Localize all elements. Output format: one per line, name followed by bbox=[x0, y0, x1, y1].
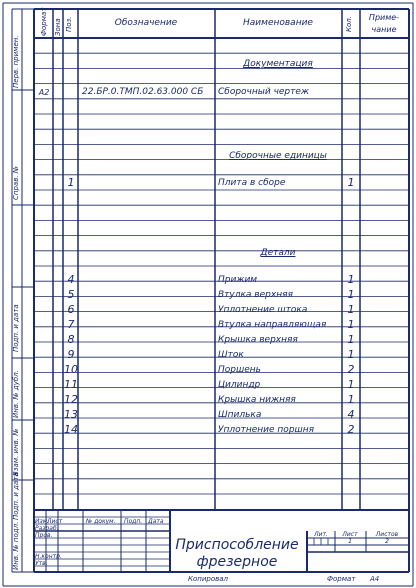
tb-title-line1: Приспособление bbox=[175, 537, 299, 553]
row-qty: 1 bbox=[347, 176, 355, 189]
tb-norm-control: Н.контр. bbox=[35, 553, 62, 560]
row-pos: 6 bbox=[67, 303, 75, 316]
row-pos: 5 bbox=[67, 288, 75, 301]
row-name: Шпилька bbox=[218, 410, 262, 420]
row-format: A2 bbox=[38, 88, 50, 97]
tb-checked: Пров. bbox=[35, 532, 53, 539]
row-name: Крышка нижняя bbox=[218, 395, 296, 405]
side-sign-date-2: Подп. и дата bbox=[12, 472, 20, 520]
tb-approved: Утв. bbox=[35, 560, 48, 567]
tb-sheet-label: Лист bbox=[342, 531, 358, 538]
tb-sheet-value: 1 bbox=[348, 538, 352, 545]
row-pos: 12 bbox=[64, 393, 78, 406]
tb-sign: Подп. bbox=[124, 518, 143, 525]
header-name: Наименование bbox=[243, 18, 313, 28]
row-name: Цилиндр bbox=[218, 380, 261, 390]
header-qty: Кол. bbox=[345, 16, 353, 32]
footer-copied: Копировал bbox=[188, 575, 228, 583]
row-qty: 1 bbox=[347, 333, 355, 346]
side-replace-inv: Взам. инв. № bbox=[12, 428, 20, 476]
row-qty: 2 bbox=[347, 423, 355, 436]
row-qty: 1 bbox=[347, 318, 355, 331]
row-qty: 1 bbox=[347, 303, 355, 316]
footer-format: Формат bbox=[327, 575, 356, 583]
header-designation: Обозначение bbox=[114, 18, 178, 28]
row-name: Уплотнение поршня bbox=[218, 425, 315, 435]
row-pos: 9 bbox=[67, 348, 75, 361]
row-pos: 1 bbox=[67, 176, 75, 189]
tb-date: Дата bbox=[148, 518, 164, 525]
tb-developed: Разраб. bbox=[35, 525, 59, 532]
side-sign-date-1: Подп. и дата bbox=[12, 304, 20, 352]
row-qty: 1 bbox=[347, 348, 355, 361]
header-note-2: чание bbox=[371, 25, 397, 34]
section-assemblies: Сборочные единицы bbox=[229, 151, 327, 161]
row-pos: 11 bbox=[64, 378, 78, 391]
tb-sheets-value: 2 bbox=[385, 538, 389, 545]
row-name: Уплотнение штока bbox=[218, 305, 308, 315]
header-format: Формат bbox=[40, 7, 48, 36]
row-name: Сборочный чертеж bbox=[218, 87, 310, 97]
row-name: Шток bbox=[218, 350, 244, 360]
row-qty: 1 bbox=[347, 378, 355, 391]
header-zone: Зона bbox=[54, 18, 62, 36]
row-pos: 4 bbox=[67, 273, 75, 286]
row-name: Поршень bbox=[218, 365, 261, 375]
side-inv-dup: Инв. № дубл. bbox=[12, 370, 20, 418]
row-qty: 1 bbox=[347, 288, 355, 301]
row-qty: 1 bbox=[347, 393, 355, 406]
side-ref-no: Справ. № bbox=[12, 165, 20, 200]
row-name: Плита в сборе bbox=[218, 178, 286, 188]
footer-format-value: A4 bbox=[370, 575, 380, 583]
row-designation: 22.БР.0.ТМП.02.63.000 СБ bbox=[82, 87, 204, 97]
row-pos: 10 bbox=[64, 363, 78, 376]
tb-title-line2: фрезерное bbox=[196, 554, 278, 570]
row-qty: 4 bbox=[347, 408, 355, 421]
row-pos: 14 bbox=[64, 423, 78, 436]
row-pos: 8 bbox=[67, 333, 75, 346]
row-pos: 13 bbox=[64, 408, 78, 421]
tb-sheet: Лист bbox=[47, 518, 63, 525]
row-name: Крышка верхняя bbox=[218, 335, 298, 345]
row-name: Прижим bbox=[218, 275, 258, 285]
side-first-use: Перв. примен. bbox=[12, 35, 20, 88]
tb-sheets-label: Листов bbox=[375, 531, 399, 538]
row-qty: 2 bbox=[347, 363, 355, 376]
header-pos: Поз. bbox=[65, 16, 73, 32]
row-qty: 1 bbox=[347, 273, 355, 286]
row-name: Втулка направляющая bbox=[218, 320, 327, 330]
side-inv-orig: Инв. № подл. bbox=[12, 521, 20, 570]
tb-doc-no: № докум. bbox=[86, 518, 116, 525]
section-parts: Детали bbox=[260, 248, 296, 258]
tb-change: Изм. bbox=[35, 518, 50, 525]
header-note-1: Приме- bbox=[368, 13, 400, 22]
tb-lit: Лит. bbox=[314, 531, 328, 538]
row-pos: 7 bbox=[67, 318, 75, 331]
row-name: Втулка верхняя bbox=[218, 290, 293, 300]
section-documentation: Документация bbox=[243, 59, 313, 69]
